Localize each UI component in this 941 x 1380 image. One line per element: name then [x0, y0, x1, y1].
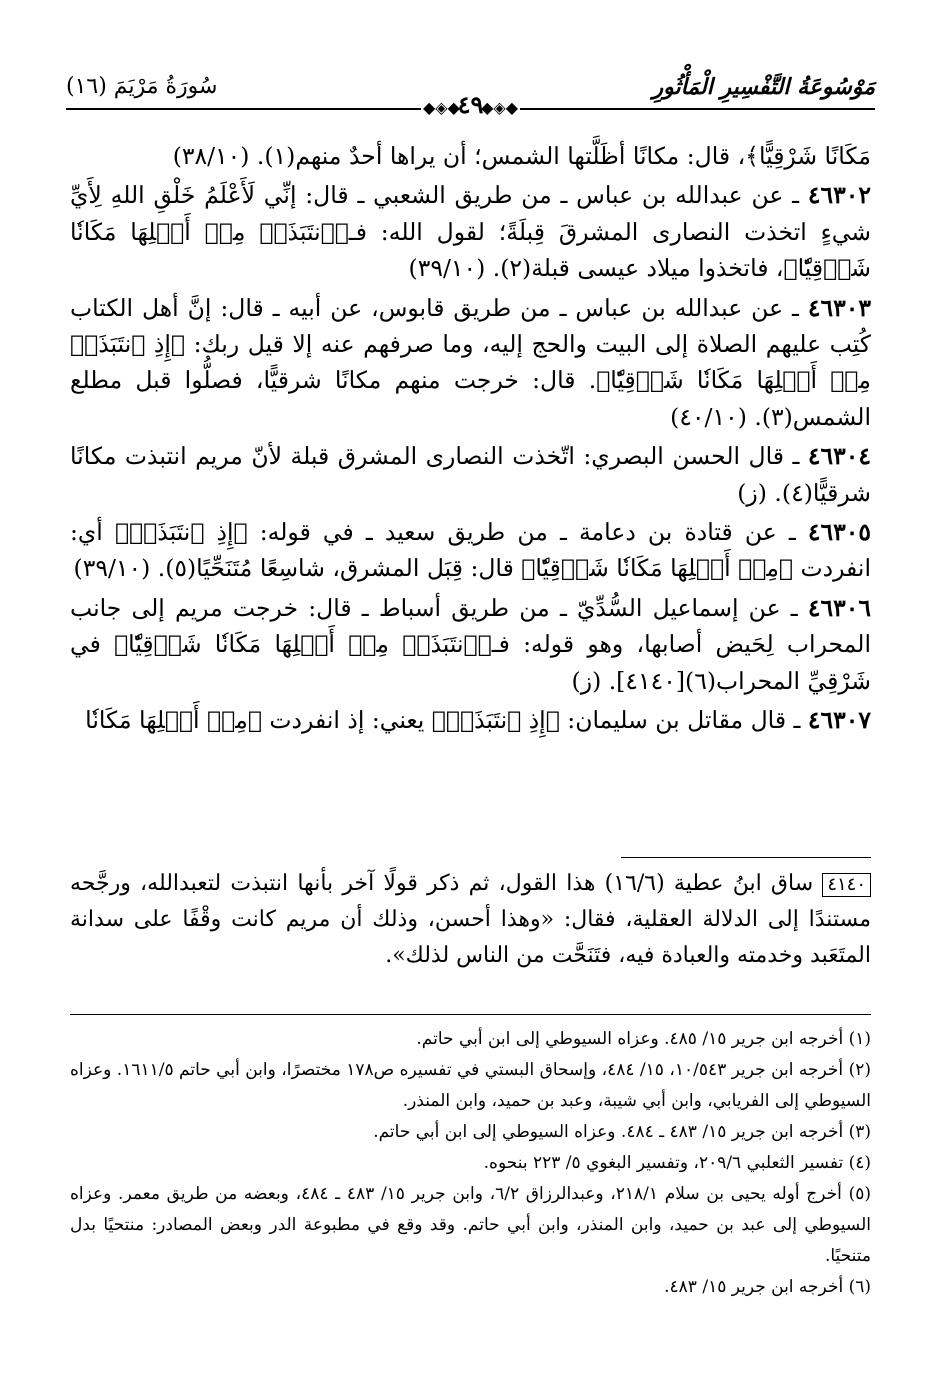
- narration-number: ٤٦٣٠٥: [807, 518, 871, 547]
- ornament-left-icon: ◆◈◆: [423, 98, 460, 117]
- narration-number: ٤٦٣٠٦: [807, 593, 871, 622]
- footnotes: [70, 1024, 871, 1303]
- footnote: (٤) تفسير الثعلبي ٢٠٩/٦، وتفسير البغوي ٥/ ٢٢٣ بنحوه.: [483, 1153, 871, 1173]
- comment-text: ساق ابنُ عطية (١٦/٦) هذا القول، ثم ذكر قولًا آخر بأنها انتبذت لتعبدالله، ورجَّحه مستندًا إلى الدلالة العقلية، فقال: «وهذا أحسن، وذلك أن مريم كانت وقْفًا على سدانة المتَعَبد وخدمته والعبادة فيه، فتَنَحَّت من الناس لذلك».: [70, 871, 871, 968]
- paragraph: ٤٦٣٠٧ ـ قال مقاتل بن سليمان: ﴿إِذِ ٱنتَبَذَتۡ﴾ يعني: إذ انفردت ﴿مِنۡ أَهۡلِهَا مَكَانٗا: [85, 706, 871, 735]
- comment-number-box: ٤١٤٠: [822, 873, 871, 897]
- footnote: (٣) أخرجه ابن جرير ١٥/ ٤٨٣ ـ ٤٨٤. وعزاه السيوطي إلى ابن أبي حاتم.: [373, 1122, 871, 1142]
- main-text: [70, 138, 871, 742]
- footnote: (٦) أخرجه ابن جرير ١٥/ ٤٨٣.: [664, 1277, 871, 1297]
- header-rule-right: [520, 108, 875, 110]
- narration-number: ٤٦٣٠٤: [807, 442, 871, 471]
- footnote: (٢) أخرجه ابن جرير ١٠/٥٤٣، ١٥/ ٤٨٤، وإسحاق البستي في تفسيره ص١٧٨ مختصرًا، وابن أبي حاتم ١٦١١/٥. وعزاه السيوطي إلى الفريابي، وابن أبي شيبة، وعبد بن حميد، وابن المنذر.: [70, 1060, 871, 1111]
- surah-name: سُورَةُ مَرْيَمَ (١٦): [66, 74, 218, 99]
- narration-number: ٤٦٣٠٧: [807, 706, 871, 735]
- paragraph: ٤٦٣٠٢ ـ عن عبدالله بن عباس ـ من طريق الشعبي ـ قال: إنِّي لَأَعْلَمُ خَلْقِ اللهِ لِأَيِّ شيءٍ اتخذت النصارى المشرقَ قِبلَةً؛ لقول الله: فـ﴿ٱنتَبَذَتۡ مِنۡ أَهۡلِهَا مَكَانٗا شَرۡقِيّٗا﴾، فاتخذوا ميلاد عيسى قبلة(٢). (٣٩/١٠): [70, 181, 871, 283]
- comment-separator: [621, 857, 871, 858]
- narration-number: ٤٦٣٠٣: [807, 293, 871, 322]
- paragraph: ٤٦٣٠٣ ـ عن عبدالله بن عباس ـ من طريق قابوس، عن أبيه ـ قال: إنَّ أهل الكتاب كُتِب عليهم الصلاة إلى البيت والحج إليه، وما صرفهم عنه إلا قيل ربك: ﴿إِذِ ٱنتَبَذَتۡ مِنۡ أَهۡلِهَا مَكَانٗا شَرۡقِيّٗا﴾. قال: خرجت منهم مكانًا شرقيًّا، فصلُّوا قبل مطلع الشمس(٣). (٤٠/١٠): [70, 293, 871, 431]
- page-header: [66, 72, 875, 128]
- editor-comment: [70, 866, 871, 974]
- narration-number: ٤٦٣٠٢: [807, 181, 871, 210]
- footnote: (٥) أخرج أوله يحيى بن سلام ٢١٨/١، وعبدالرزاق ٦/٢، وابن جرير ١٥/ ٤٨٣ ـ ٤٨٤، وبعضه من طريق معمر. وعزاه السيوطي إلى عبد بن حميد، وابن المنذر، وابن أبي حاتم. وقد وقع في مطبوعة الدر وبعض المصادر: منتحيًا بدل متنحيًا.: [70, 1184, 871, 1266]
- footnote: (١) أخرجه ابن جرير ١٥/ ٤٨٥. وعزاه السيوطي إلى ابن أبي حاتم.: [416, 1029, 871, 1049]
- paragraph: ٤٦٣٠٦ ـ عن إسماعيل السُّدِّيّ ـ من طريق أسباط ـ قال: خرجت مريم إلى جانب المحراب لِحَيض أصابها، وهو قوله: فـ﴿ٱنتَبَذَتۡ مِنۡ أَهۡلِهَا مَكَانٗا شَرۡقِيّٗا﴾ في شَرْقِيِّ المحراب(٦)[٤١٤٠]. (ز): [70, 593, 871, 695]
- paragraph: ٤٦٣٠٥ ـ عن قتادة بن دعامة ـ من طريق سعيد ـ في قوله: ﴿إِذِ ٱنتَبَذَتۡ﴾ أي: انفردت ﴿مِنۡ أَهۡلِهَا مَكَانٗا شَرۡقِيّٗا﴾ قال: قِبَل المشرق، شاسِعًا مُتَنَحِّيًا(٥). (٣٩/١٠): [70, 518, 871, 583]
- paragraph: مَكَانًا شَرْقِيًّا﴾، قال: مكانًا أظَلَّتها الشمس؛ أن يراها أحدٌ منهم(١). (٣٨/١٠): [172, 142, 871, 170]
- page-number: ٤٩: [457, 90, 484, 119]
- paragraph: ٤٦٣٠٤ ـ قال الحسن البصري: اتّخذت النصارى المشرق قبلة لأنّ مريم انتبذت مكانًا شرقيًّا(٤). (ز): [70, 442, 871, 507]
- book-title: مَوْسُوعَةُ التَّفْسِيرِ الْمَأْثُورِ: [652, 74, 875, 100]
- footnote-separator: [70, 1014, 871, 1015]
- ornament-right-icon: ◆◈◆: [481, 98, 518, 117]
